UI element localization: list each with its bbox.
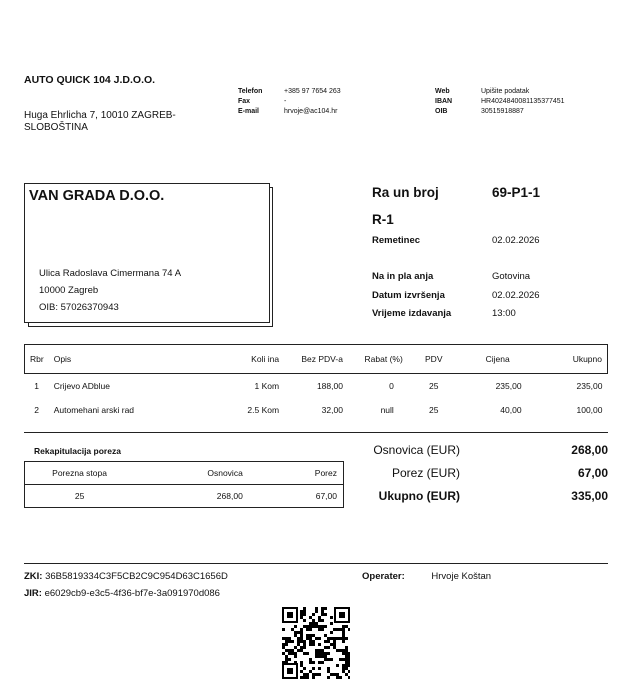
contact-label: Fax <box>238 98 251 105</box>
execution-date-value: 02.02.2026 <box>492 290 540 301</box>
buyer-oib: OIB: 57026370943 <box>39 302 119 313</box>
seller-contacts-left <box>238 87 341 117</box>
zki-value: 36B5819334C3F5CB2C9C954D63C1656D <box>45 571 228 582</box>
cell-net: 32,00 <box>321 405 343 415</box>
cell-quantity: 2.5 Kom <box>247 405 280 415</box>
seller-contacts-right <box>435 87 565 117</box>
items-divider <box>24 432 608 433</box>
buyer-address-block <box>39 265 181 316</box>
cell-discount: null <box>380 405 394 415</box>
contact-label: Web <box>435 88 450 95</box>
payment-method-label: Na in pla anja <box>372 271 434 282</box>
table-row <box>25 485 344 508</box>
tax-value: 67,00 <box>577 466 608 480</box>
tax-cell-base: 268,00 <box>216 491 243 501</box>
cell-vat: 25 <box>429 405 439 415</box>
jir-line <box>24 588 220 599</box>
contact-label: IBAN <box>435 98 453 105</box>
total-row-grand <box>360 489 608 512</box>
col-header-price: Cijena <box>460 345 536 374</box>
jir-label: JIR: <box>24 588 42 599</box>
base-value: 268,00 <box>571 443 608 457</box>
qr-code <box>282 607 350 679</box>
items-table <box>24 344 608 422</box>
seller-address: Huga Ehrlicha 7, 10010 ZAGREB-SLOBOŠTINA <box>24 110 176 133</box>
cell-discount: 0 <box>389 381 394 391</box>
oib-value: 30515918887 <box>481 108 524 115</box>
invoice-type: R-1 <box>372 212 394 227</box>
cell-quantity: 1 Kom <box>254 381 280 391</box>
tax-header-row <box>25 462 344 485</box>
zki-label: ZKI: <box>24 571 43 582</box>
col-header-net: Bez PDV-a <box>284 345 348 374</box>
total-row-tax <box>360 466 608 489</box>
zki-line <box>24 571 228 582</box>
issue-time-label: Vrijeme izdavanja <box>372 308 452 319</box>
base-label: Osnovica (EUR) <box>373 443 460 457</box>
operator-label: Operater: <box>362 571 405 582</box>
contact-label: OIB <box>435 108 448 115</box>
email-value: hrvoje@ac104.hr <box>284 108 338 115</box>
total-row-base <box>360 443 608 466</box>
tax-recap-title: Rekapitulacija poreza <box>34 446 121 456</box>
issue-date-value: 02.02.2026 <box>492 235 540 246</box>
cell-description: Crijevo ADblue <box>53 381 110 391</box>
contact-label: Telefon <box>238 88 263 95</box>
items-header-row <box>25 345 608 374</box>
col-header-description: Opis <box>49 345 199 374</box>
jir-value: e6029cb9-e3c5-4f36-bf7e-3a091970d086 <box>44 588 220 599</box>
cell-price: 235,00 <box>495 381 522 391</box>
grand-total-label: Ukupno (EUR) <box>378 489 460 503</box>
operator-value: Hrvoje Koštan <box>431 571 492 582</box>
buyer-city: 10000 Zagreb <box>39 285 99 296</box>
cell-rbr: 2 <box>34 405 39 415</box>
payment-method-value: Gotovina <box>492 271 531 282</box>
invoice-number-value: 69-P1-1 <box>492 185 541 200</box>
fax-value: - <box>284 98 287 105</box>
cell-rbr: 1 <box>34 381 39 391</box>
col-header-vat: PDV <box>408 345 460 374</box>
grand-total-value: 335,00 <box>571 489 608 503</box>
col-header-rbr: Rbr <box>25 345 49 374</box>
col-header-discount: Rabat (%) <box>348 345 408 374</box>
col-header-quantity: Koli ina <box>198 345 284 374</box>
invoice-number-label: Ra un broj <box>372 185 439 200</box>
issue-time-value: 13:00 <box>492 308 516 319</box>
cell-total: 235,00 <box>576 381 603 391</box>
table-row <box>25 398 608 422</box>
tax-col-rate: Porezna stopa <box>25 462 135 485</box>
footer-divider <box>24 563 608 564</box>
totals-block <box>360 443 608 512</box>
phone-value: +385 97 7654 263 <box>284 88 341 95</box>
tax-col-tax: Porez <box>249 462 344 485</box>
cell-vat: 25 <box>429 381 439 391</box>
table-row <box>25 374 608 399</box>
cell-price: 40,00 <box>500 405 522 415</box>
col-header-total: Ukupno <box>536 345 608 374</box>
cell-total: 100,00 <box>576 405 603 415</box>
operator-line <box>362 571 491 582</box>
tax-col-base: Osnovica <box>134 462 249 485</box>
iban-value: HR4024840081135377451 <box>481 98 565 105</box>
tax-cell-tax: 67,00 <box>315 491 337 501</box>
cell-net: 188,00 <box>316 381 343 391</box>
contact-label: E-mail <box>238 108 260 115</box>
buyer-street: Ulica Radoslava Cimermana 74 A <box>39 268 182 279</box>
cell-description: Automehani arski rad <box>53 405 135 415</box>
buyer-name: VAN GRADA D.O.O. <box>29 188 165 204</box>
seller-name: AUTO QUICK 104 J.D.O.O. <box>24 74 156 86</box>
tax-cell-rate: 25 <box>74 491 85 501</box>
issue-place-label: Remetinec <box>372 235 421 246</box>
tax-label: Porez (EUR) <box>391 466 460 480</box>
tax-recap-table <box>24 461 344 508</box>
web-value: Upišite podatak <box>481 88 530 95</box>
execution-date-label: Datum izvršenja <box>372 290 445 301</box>
